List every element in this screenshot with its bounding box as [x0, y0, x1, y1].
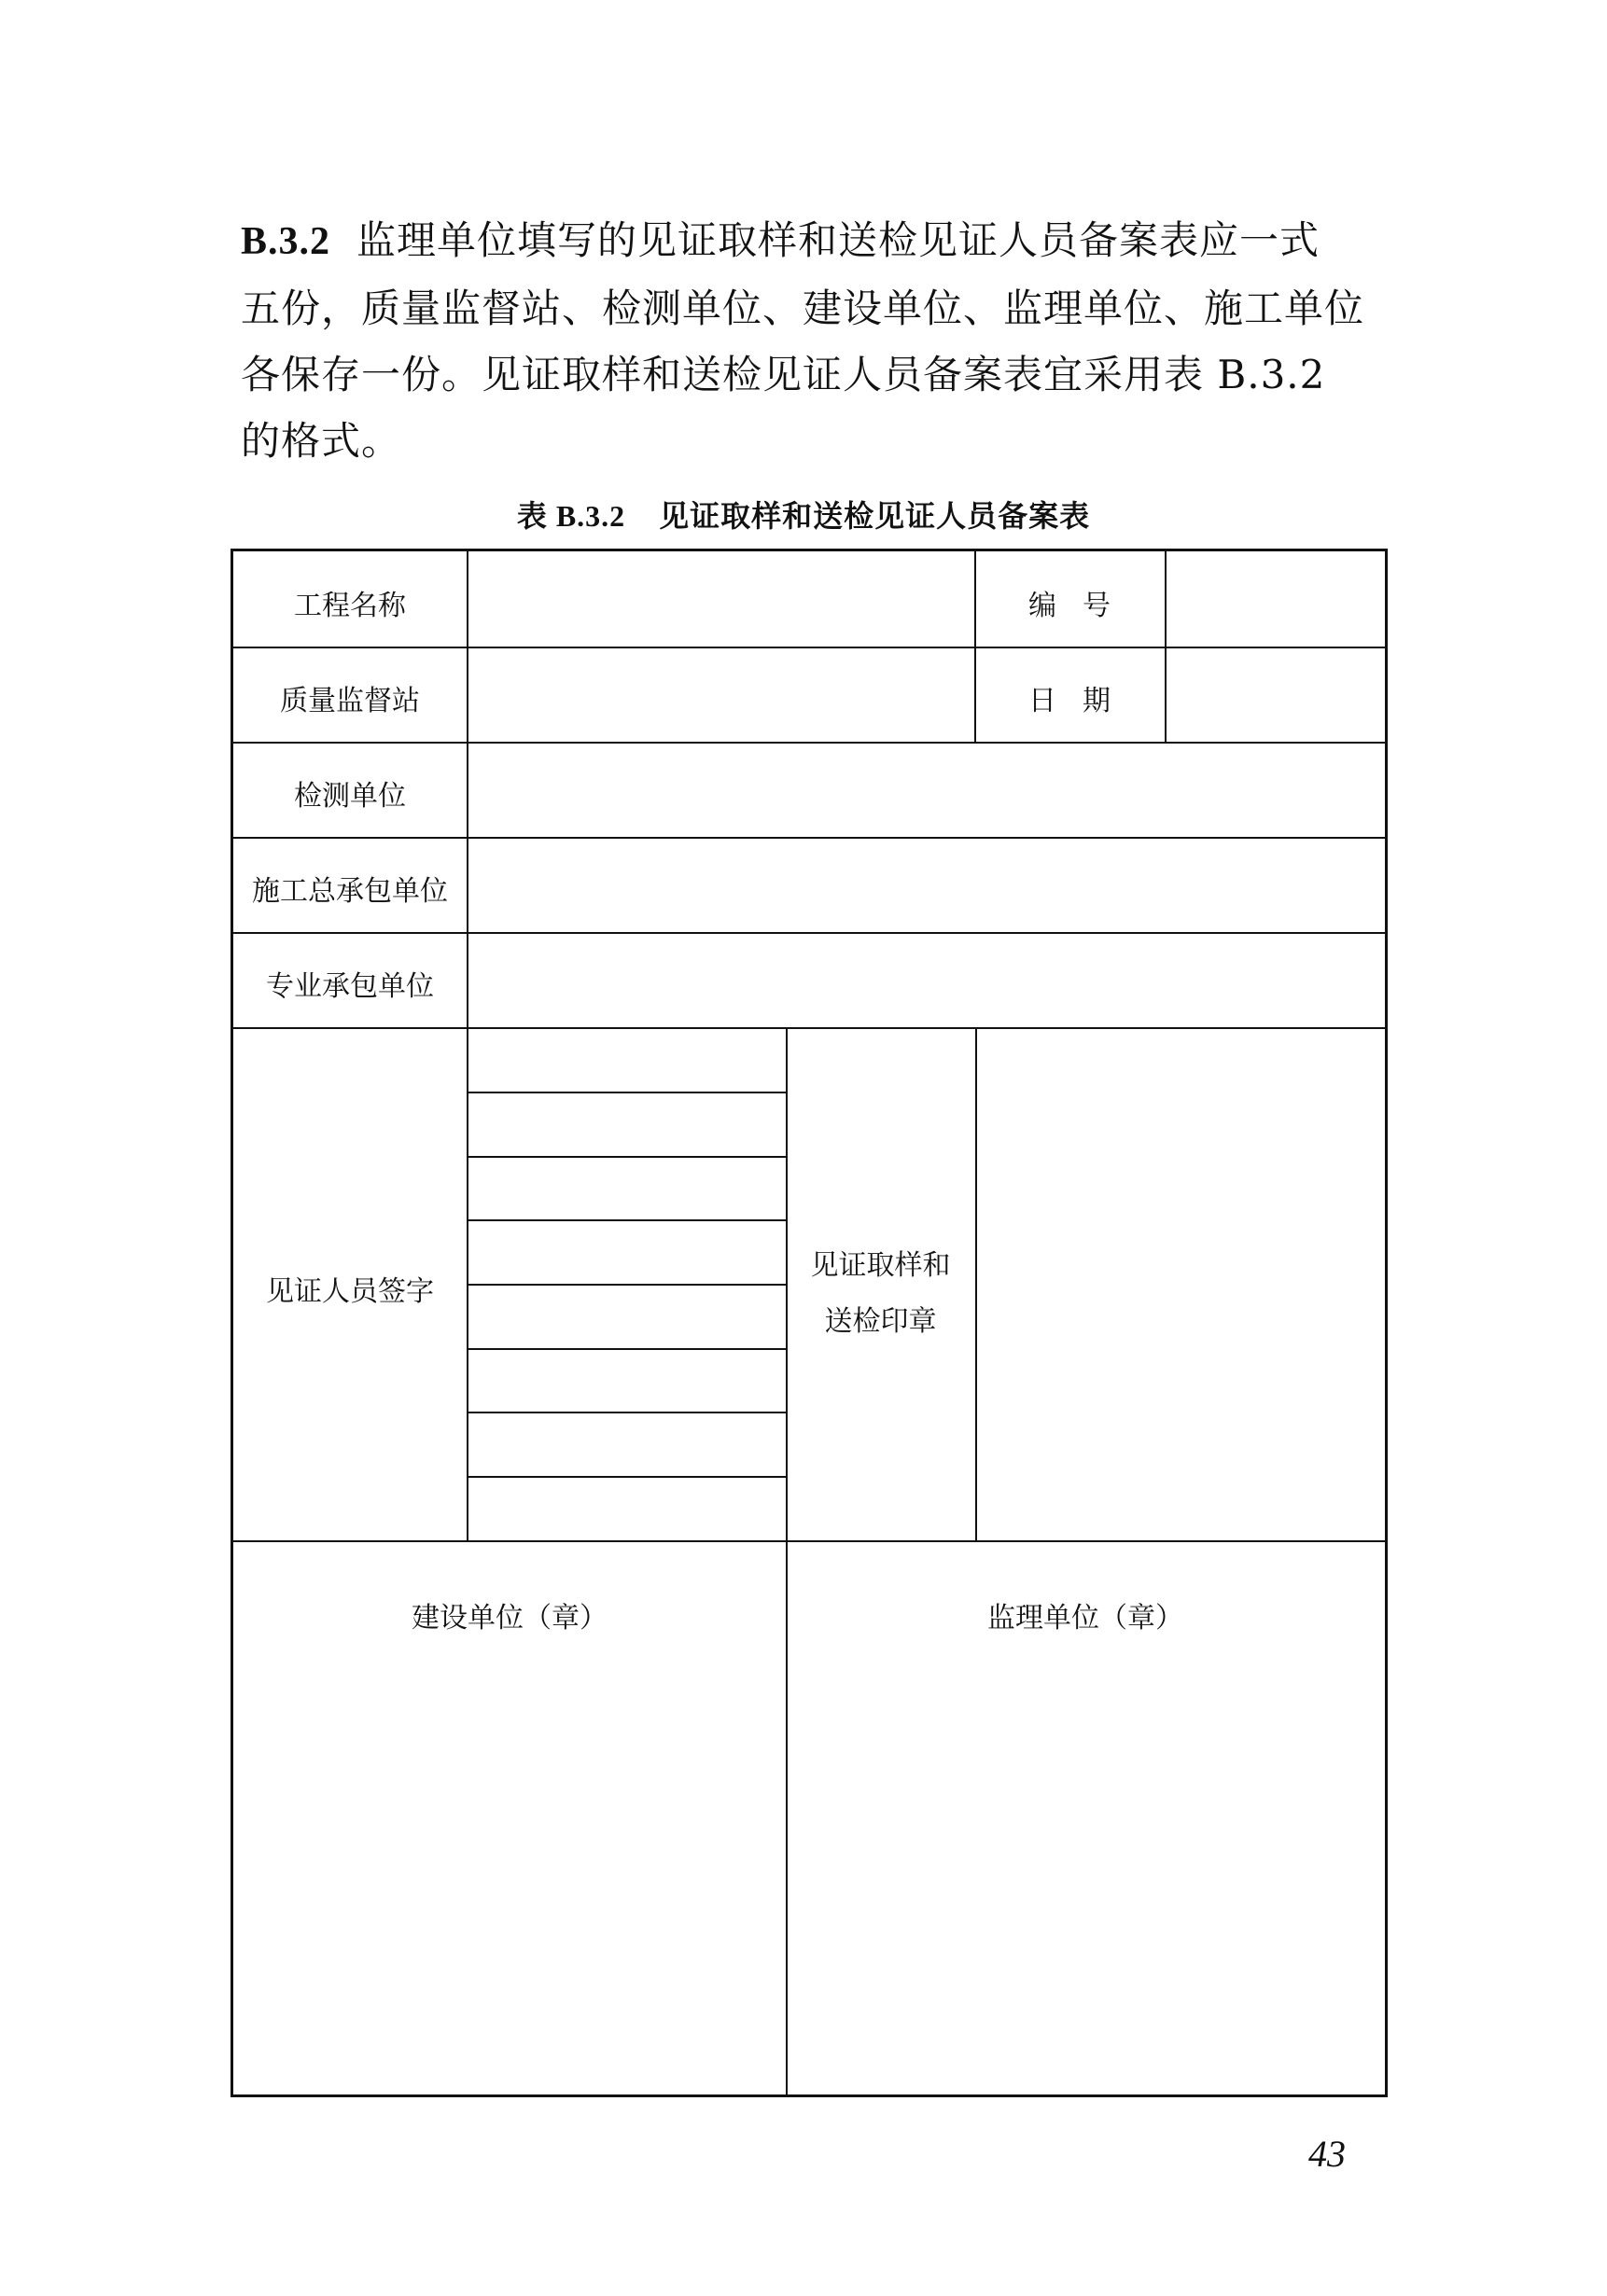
row-divider: [233, 742, 1385, 744]
col-divider: [975, 1027, 977, 1540]
signature-line: [467, 1348, 786, 1350]
serial-no-label: 编号: [1028, 590, 1137, 622]
page-number: 43: [1308, 2133, 1346, 2175]
signature-line: [467, 1092, 786, 1093]
row-divider: [233, 932, 1385, 934]
seal-label-line2: 送检印章: [824, 1305, 937, 1338]
col-divider: [1165, 551, 1167, 742]
clause-number: B.3.2: [241, 220, 331, 263]
witness-signature-label: 见证人员签字: [266, 1275, 434, 1308]
table-caption: [0, 493, 1607, 536]
row-divider: [233, 1027, 1385, 1029]
clause-line-1: B.3.2 监理单位填写的见证取样和送检见证人员备案表应一式: [241, 217, 1321, 263]
clause-line-2: 五份，质量监督站、检测单位、建设单位、监理单位、施工单位: [241, 285, 1365, 331]
signature-line: [467, 1156, 786, 1158]
col-divider: [467, 551, 468, 1540]
project-name-label: 工程名称: [294, 590, 406, 622]
testing-unit-label: 检测单位: [294, 780, 406, 813]
row-divider: [233, 1540, 1385, 1542]
clause-paragraph: [241, 207, 1389, 474]
table-title: 见证取样和送检见证人员备案表: [659, 498, 1091, 534]
supervision-station-label: 质量监督站: [280, 685, 420, 717]
construction-unit-seal-label: 建设单位（章）: [412, 1602, 608, 1635]
signature-line: [467, 1284, 786, 1286]
row-divider: [233, 647, 1385, 648]
table-number: 表 B.3.2: [516, 499, 626, 533]
date-label: 日期: [1028, 685, 1137, 717]
witness-record-table: [231, 549, 1388, 2097]
general-contractor-label: 施工总承包单位: [252, 875, 448, 908]
signature-line: [467, 1476, 786, 1478]
clause-line-4: 的格式。: [241, 418, 402, 464]
specialty-contractor-label: 专业承包单位: [266, 970, 434, 1003]
row-divider: [233, 837, 1385, 839]
clause-line-3: 各保存一份。见证取样和送检见证人员备案表宜采用表 B.3.2: [241, 352, 1326, 397]
col-divider: [786, 1027, 788, 1540]
supervision-unit-seal-label: 监理单位（章）: [987, 1602, 1183, 1635]
signature-line: [467, 1412, 786, 1413]
signature-line: [467, 1219, 786, 1221]
seal-label-line1: 见证取样和: [810, 1249, 951, 1282]
